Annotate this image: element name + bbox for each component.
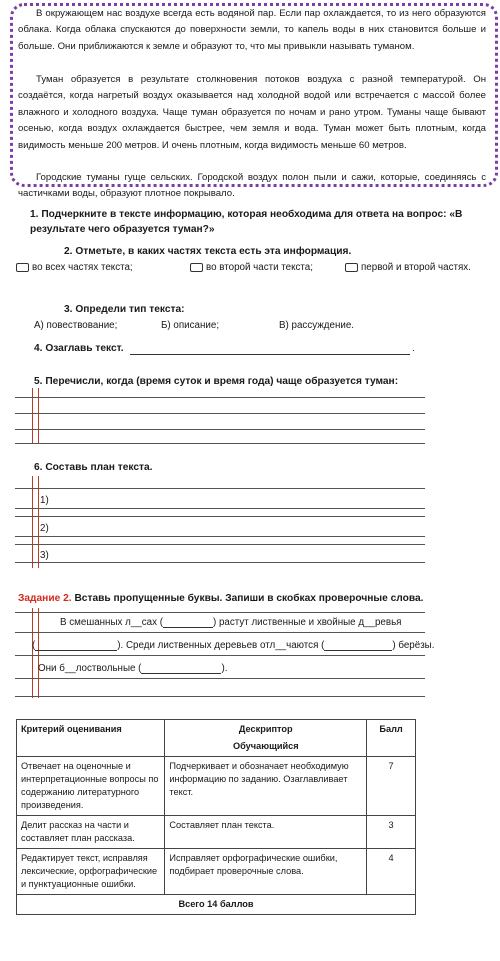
text-paragraph-1: В окружающем нас воздухе всегда есть водяной пар. Если пар охлаждается, то из него образуются облака. Когда облака спускаются до поверхности земли, то капель воды в них становится больше и больше. Они приближаются к земле и образуют то, что мы привыкли называть туманом. <box>18 8 486 52</box>
descriptor-cell: Исправляет орфографические ошибки, подбирает проверочные слова. <box>165 849 367 895</box>
blank-field[interactable] <box>35 640 117 651</box>
question-2-title: 2. Отметьте, в каких частях текста есть эта информация. <box>64 246 352 257</box>
total-cell: Всего 14 баллов <box>17 895 416 915</box>
q3-option-b[interactable]: Б) описание; <box>161 320 220 331</box>
question-1: 1. Подчеркните в тексте информацию, которая необходима для ответа на вопрос: «В результате чего образуется туман?» <box>30 209 463 235</box>
task2-line-2: ( ). Среди лиственных деревьев отл__чаются ( ) берёзы. <box>32 640 435 651</box>
plan-item-2: 2) <box>40 523 49 534</box>
q3-option-a[interactable]: А) повествование; <box>34 320 118 331</box>
task-2-label: Задание 2. <box>18 593 72 604</box>
q4-end: . <box>412 343 415 354</box>
text-paragraph-2: Туман образуется в результате столкновения потоков воздуха с разной температурой. Он создаётся, когда нагретый воздух оказывается над холодной водой или встречается с массой более влажного и холодного воздуха. Чаще туман образуется по ночам и рано утром. Туманы чаще бывают осенью, когда воздух охлаждается быстрее, чем земля и вода. Туман может быть плотным, когда видимость меньше 200 метров. И очень плотным, когда видимость меньше 60 метров. <box>18 74 486 151</box>
answer-line[interactable] <box>15 413 425 414</box>
margin-line <box>32 476 33 568</box>
answer-line <box>15 632 425 633</box>
answer-line <box>15 544 425 545</box>
title-answer-line[interactable] <box>130 343 410 355</box>
answer-line[interactable] <box>15 397 425 398</box>
checkbox-icon <box>16 263 29 272</box>
plan-item-1: 1) <box>40 495 49 506</box>
blank-field[interactable] <box>141 663 221 674</box>
task2-line-1: В смешанных л__сах ( ) растут лиственные и хвойные д__ревья <box>60 617 402 628</box>
blank-field[interactable] <box>324 640 392 651</box>
checkbox-icon <box>190 263 203 272</box>
answer-line <box>15 655 425 656</box>
table-header-row <box>17 720 416 757</box>
plan-item-3: 3) <box>40 550 49 561</box>
answer-line <box>15 612 425 613</box>
header-descriptor: Дескриптор Обучающийся <box>165 720 367 757</box>
score-cell: 7 <box>367 757 416 816</box>
checkbox-icon <box>345 263 358 272</box>
answer-line <box>15 488 425 489</box>
question-6-title: 6. Составь план текста. <box>34 462 153 473</box>
table-row <box>17 849 416 895</box>
q2-option-3[interactable]: первой и второй частях. <box>345 262 471 273</box>
q2-option-1[interactable]: во всех частях текста; <box>16 262 133 273</box>
task-2-title: Вставь пропущенные буквы. Запиши в скобках проверочные слова. <box>74 593 424 604</box>
table-row <box>17 757 416 816</box>
header-score: Балл <box>367 720 416 757</box>
criterion-cell: Отвечает на оценочные и интерпретационные вопросы по содержанию литературного произведения. <box>17 757 165 816</box>
question-3-title: 3. Определи тип текста: <box>64 304 185 315</box>
answer-line[interactable] <box>15 443 425 444</box>
margin-line <box>38 476 39 568</box>
descriptor-cell: Составляет план текста. <box>165 816 367 849</box>
task2-line-3: Они б__лоствольные ( ). <box>38 663 228 674</box>
descriptor-cell: Подчеркивает и обозначает необходимую информацию по заданию. Озаглавливает текст. <box>165 757 367 816</box>
criterion-cell: Делит рассказ на части и составляет план рассказа. <box>17 816 165 849</box>
criterion-cell: Редактирует текст, исправляя лексические, орфографические и пунктуационные ошибки. <box>17 849 165 895</box>
margin-line <box>32 608 33 698</box>
margin-line <box>38 608 39 698</box>
answer-line[interactable] <box>15 429 425 430</box>
answer-line <box>15 696 425 697</box>
header-criterion: Критерий оценивания <box>17 720 165 757</box>
answer-line <box>15 678 425 679</box>
question-5-title: 5. Перечисли, когда (время суток и время года) чаще образуется туман: <box>34 376 399 387</box>
blank-field[interactable] <box>163 617 213 628</box>
answer-line[interactable] <box>15 536 425 537</box>
question-4-title: 4. Озаглавь текст. <box>34 343 124 354</box>
answer-line <box>15 516 425 517</box>
q2-option-2[interactable]: во второй части текста; <box>190 262 313 273</box>
table-total-row <box>17 895 416 915</box>
answer-line[interactable] <box>15 562 425 563</box>
table-row <box>17 816 416 849</box>
score-cell: 4 <box>367 849 416 895</box>
task-2-heading <box>18 593 423 604</box>
text-paragraph-3: Городские туманы гуще сельских. Городской воздух полон пыли и сажи, которые, соединяясь с частичками воды, образуют плотное покрывало. <box>18 172 486 200</box>
score-cell: 3 <box>367 816 416 849</box>
answer-line[interactable] <box>15 508 425 509</box>
header-descriptor-sub: Обучающийся <box>232 741 299 751</box>
q3-option-c[interactable]: В) рассуждение. <box>279 320 354 331</box>
assessment-table <box>16 719 416 915</box>
